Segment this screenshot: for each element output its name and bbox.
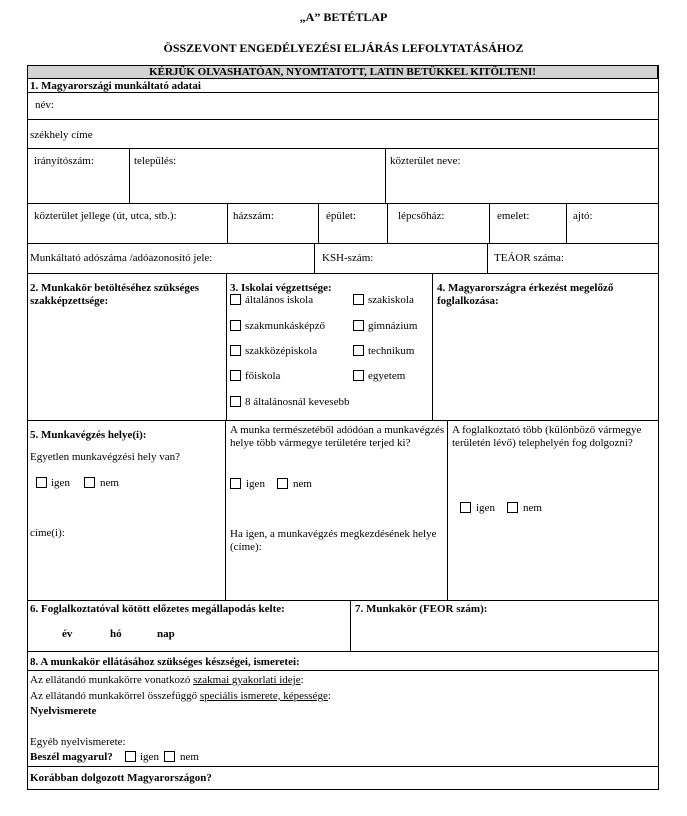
- gyakorlat-label: Az ellátandó munkakörre vonatkozó szakmai gyakorlati ideje:: [30, 674, 304, 686]
- date-ev-label: év: [62, 628, 73, 640]
- opt-technikum-label: technikum: [368, 345, 415, 357]
- field-iranyitoszam-input[interactable]: [30, 168, 126, 200]
- field-ajto-label: ajtó:: [573, 210, 593, 222]
- field-teaor-label: TEÁOR száma:: [494, 252, 564, 264]
- field-szekhely-input[interactable]: [110, 123, 650, 143]
- rule: [227, 203, 228, 243]
- rule: [350, 600, 351, 651]
- q3-label: A foglalkoztató több (különböző vármegye területén lévő) telephelyén fog dolgozni?: [452, 424, 642, 449]
- section1-title: 1. Magyarországi munkáltató adatai: [30, 80, 201, 92]
- opt-foiskola-label: főiskola: [245, 370, 281, 382]
- field-szekhely-label: székhely címe: [30, 129, 93, 141]
- frame-right: [658, 65, 659, 790]
- rule: [27, 243, 658, 244]
- checkbox-szakiskola[interactable]: [353, 294, 364, 305]
- field-kozterulet-neve-input[interactable]: [388, 168, 655, 200]
- field-kozterulet-jellege-label: közterület jellege (út, utca, stb.):: [34, 210, 177, 222]
- nyelvismerete-heading: Nyelvismerete: [30, 705, 97, 717]
- q3-nem-label: nem: [523, 502, 542, 514]
- rule: [487, 243, 488, 273]
- field-emelet-label: emelet:: [497, 210, 530, 222]
- rule: [225, 420, 226, 600]
- section6-title: 6. Foglalkoztatóval kötött előzetes megállapodás kelte:: [30, 603, 285, 615]
- specialis-label: Az ellátandó munkakörrel összefüggő speciális ismerete, képessége:: [30, 690, 331, 702]
- rule: [314, 243, 315, 273]
- q1-label: Egyetlen munkavégzési hely van?: [30, 451, 180, 463]
- rule: [566, 203, 567, 243]
- date-nap-label: nap: [157, 628, 175, 640]
- checkbox-beszel-nem[interactable]: [164, 751, 175, 762]
- checkbox-altalanos-iskola[interactable]: [230, 294, 241, 305]
- form-subtitle: ÖSSZEVONT ENGEDÉLYEZÉSI ELJÁRÁS LEFOLYTATÁSÁHOZ: [163, 41, 524, 55]
- checkbox-gimnazium[interactable]: [353, 320, 364, 331]
- rule: [27, 273, 658, 274]
- cime-label: címe(i):: [30, 527, 65, 539]
- checkbox-q1-igen[interactable]: [36, 477, 47, 488]
- field-epulet-label: épület:: [326, 210, 356, 222]
- opt-8alt-label: 8 általánosnál kevesebb: [245, 396, 350, 408]
- checkbox-szakmunkaskepzo[interactable]: [230, 320, 241, 331]
- rule: [129, 148, 130, 203]
- frame-left: [27, 65, 28, 790]
- opt-gimnazium-label: gimnázium: [368, 320, 418, 332]
- section4-title: 4. Magyarországra érkezést megelőző foglalkozása:: [437, 282, 614, 307]
- field-telepules-input[interactable]: [132, 168, 382, 200]
- rule: [489, 203, 490, 243]
- korabban-dolgozott-label: Korábban dolgozott Magyarországon?: [30, 772, 212, 784]
- field-ksh-label: KSH-szám:: [322, 252, 374, 264]
- q2-igen-label: igen: [246, 478, 265, 490]
- section7-title: 7. Munkakör (FEOR szám):: [355, 603, 488, 615]
- checkbox-szakkozepiskola[interactable]: [230, 345, 241, 356]
- rule: [27, 148, 658, 149]
- rule: [27, 119, 658, 120]
- section8-title: 8. A munkakör ellátásához szükséges készségei, ismeretei:: [30, 656, 300, 668]
- rule: [27, 203, 658, 204]
- checkbox-egyetem[interactable]: [353, 370, 364, 381]
- rule: [387, 203, 388, 243]
- beszel-magyarul-label: Beszél magyarul?: [30, 751, 113, 763]
- checkbox-q2-nem[interactable]: [277, 478, 288, 489]
- q2-nem-label: nem: [293, 478, 312, 490]
- beszel-igen-label: igen: [140, 751, 159, 763]
- checkbox-q1-nem[interactable]: [84, 477, 95, 488]
- field-kozterulet-neve-label: közterület neve:: [390, 155, 461, 167]
- checkbox-technikum[interactable]: [353, 345, 364, 356]
- section5-title: 5. Munkavégzés helye(i):: [30, 429, 147, 441]
- field-nev-input[interactable]: [80, 95, 650, 115]
- checkbox-q2-igen[interactable]: [230, 478, 241, 489]
- form-title: „A” BETÉTLAP: [299, 10, 388, 24]
- field-hazszam-label: házszám:: [233, 210, 274, 222]
- opt-altalanos-label: általános iskola: [245, 294, 314, 306]
- checkbox-8-altalanosnal-kevesebb[interactable]: [230, 396, 241, 407]
- rule: [27, 651, 658, 652]
- rule: [27, 420, 658, 421]
- checkbox-q3-nem[interactable]: [507, 502, 518, 513]
- opt-szakmunkaskepzo-label: szakmunkásképző: [245, 320, 326, 332]
- opt-szakiskola-label: szakiskola: [368, 294, 414, 306]
- q2-followup-label: Ha igen, a munkavégzés megkezdésének helye (címe):: [230, 528, 437, 553]
- q1-igen-label: igen: [51, 477, 70, 489]
- beszel-nem-label: nem: [180, 751, 199, 763]
- q2-label: A munka természetéből adódóan a munkavégzés helye több vármegye területére terjed ki?: [230, 424, 445, 449]
- checkbox-q3-igen[interactable]: [460, 502, 471, 513]
- section2-title: 2. Munkakör betöltéséhez szükséges szakképzettsége:: [30, 282, 200, 307]
- q3-igen-label: igen: [476, 502, 495, 514]
- egyeb-nyelv-label: Egyéb nyelvismerete:: [30, 736, 126, 748]
- section3-title: 3. Iskolai végzettsége:: [230, 282, 332, 294]
- opt-szakkozep-label: szakközépiskola: [245, 345, 318, 357]
- instruction-banner: KÉRJÜK OLVASHATÓAN, NYOMTATOTT, LATIN BETÜKKEL KITÖLTENI!: [27, 65, 658, 79]
- field-lepcsohaz-label: lépcsőház:: [398, 210, 445, 222]
- opt-egyetem-label: egyetem: [368, 370, 406, 382]
- checkbox-foiskola[interactable]: [230, 370, 241, 381]
- rule: [226, 273, 227, 420]
- rule: [385, 148, 386, 203]
- field-telepules-label: település:: [134, 155, 177, 167]
- rule: [27, 789, 658, 790]
- checkbox-beszel-igen[interactable]: [125, 751, 136, 762]
- field-iranyitoszam-label: irányítószám:: [34, 155, 94, 167]
- rule: [447, 420, 448, 600]
- field-nev-label: név:: [35, 99, 54, 111]
- q1-nem-label: nem: [100, 477, 119, 489]
- rule: [27, 600, 658, 601]
- rule: [27, 670, 658, 671]
- field-adoszam-label: Munkáltató adószáma /adóazonosító jele:: [30, 252, 213, 264]
- rule: [27, 92, 658, 93]
- rule: [27, 766, 658, 767]
- rule: [432, 273, 433, 420]
- date-ho-label: hó: [110, 628, 122, 640]
- rule: [318, 203, 319, 243]
